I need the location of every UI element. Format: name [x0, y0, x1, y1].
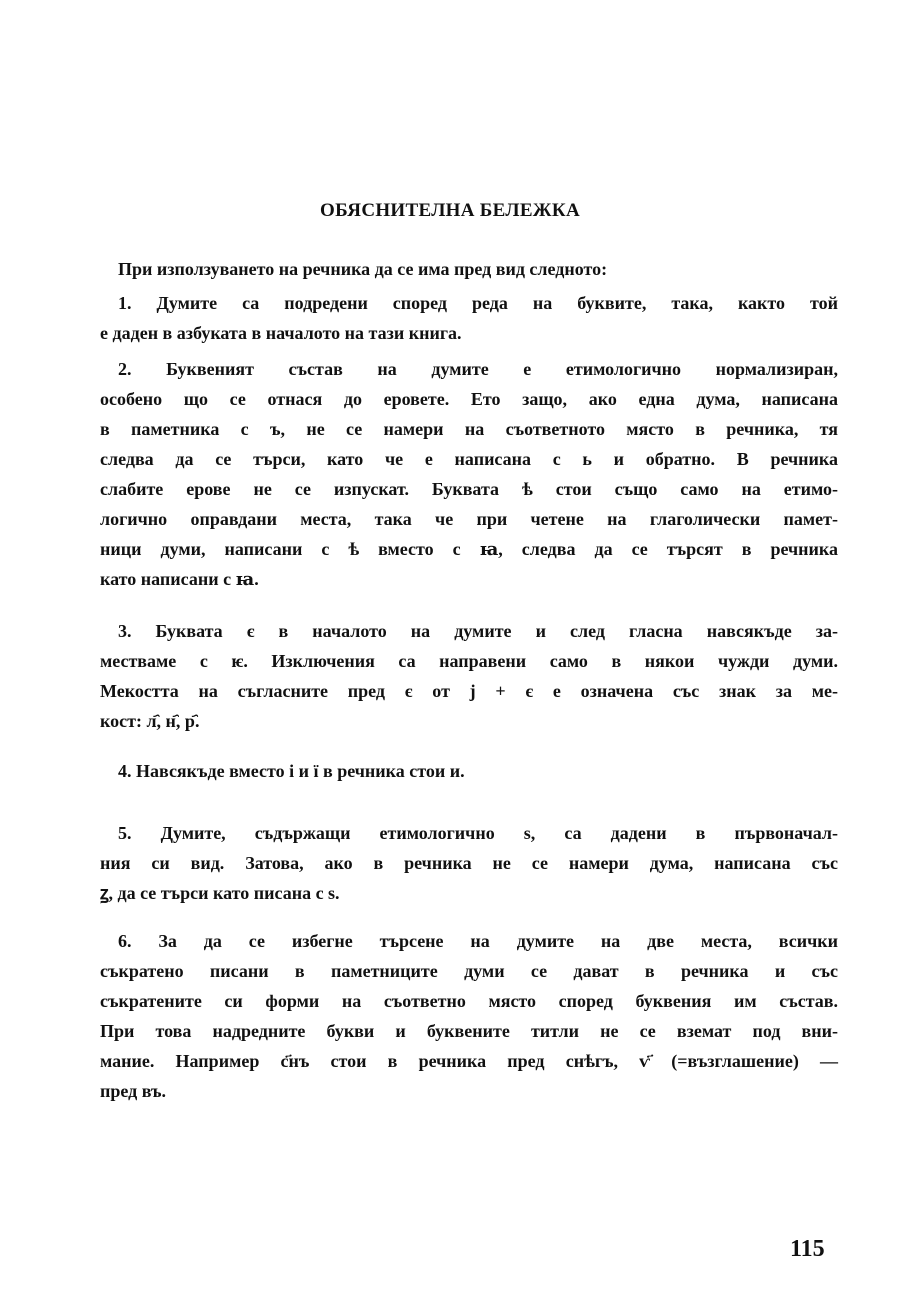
text-line: Мекостта на съгласните пред є от ј + є е означена със знак за ме-	[100, 681, 838, 701]
text-line: ници думи, написани с ѣ вместо с ꙗ, следва да се търсят в речника	[100, 539, 838, 559]
text-line: При използуването на речника да се има пред вид следното:	[118, 259, 608, 279]
text-line: 3. Буквата є в началото на думите и след гласна навсякъде за-	[118, 621, 838, 641]
paragraph-5	[100, 818, 838, 908]
paragraph-2	[100, 354, 838, 594]
text-line: При това надредните букви и буквените титли не се вземат под вни-	[100, 1021, 838, 1041]
text-line: пред въ.	[100, 1081, 167, 1101]
text-line: съкратено писани в паметниците думи се дават в речника и със	[100, 961, 838, 981]
page-number: 115	[790, 1236, 825, 1262]
text-line: 5. Думите, съдържащи етимологично ѕ, са дадени в първоначал-	[118, 823, 838, 843]
page-title: ОБЯСНИТЕЛНА БЕЛЕЖКА	[319, 200, 580, 221]
text-line: 2. Буквеният състав на думите е етимологично нормализиран,	[118, 359, 838, 379]
paragraph-intro	[100, 254, 838, 284]
text-line: кост: л҄, н҄, р҄.	[100, 711, 200, 731]
paragraph-6	[100, 926, 838, 1106]
text-line: в паметника с ъ, не се намери на съответното място в речника, тя	[100, 419, 838, 439]
text-line: ния си вид. Затова, ако в речника не се намери дума, написана със	[100, 853, 838, 873]
text-line: особено що се отнася до еровете. Ето защо, ако една дума, написана	[100, 389, 838, 409]
paragraph-4	[100, 756, 838, 786]
text-line: ꙁ, да се търси като писана с ѕ.	[100, 883, 340, 903]
paragraph-1	[100, 288, 838, 348]
text-line: 4. Навсякъде вместо і и ї в речника стои и.	[118, 761, 465, 781]
text-line: следва да се търси, като че е написана с ь и обратно. В речника	[100, 449, 838, 469]
text-line: местваме с ѥ. Изключения са направени само в някои чужди думи.	[100, 651, 838, 671]
text-line: 1. Думите са подредени според реда на буквите, така, както той	[118, 293, 838, 313]
text-line: слабите ерове не се изпускат. Буквата ѣ стои също само на етимо-	[100, 479, 838, 499]
text-line: е даден в азбуката в началото на тази книга.	[100, 323, 462, 343]
text-line: като написани с ꙗ.	[100, 569, 259, 589]
text-line: 6. За да се избегне търсене на думите на две места, всички	[118, 931, 838, 951]
text-line: мание. Например с҃нъ стои в речника пред снѣгъ, ѵ҃ (=възглашение) —	[100, 1051, 838, 1071]
paragraph-3	[100, 616, 838, 736]
text-line: логично оправдани места, така че при четене на глаголически памет-	[100, 509, 838, 529]
text-line: съкратените си форми на съответно място според буквения им състав.	[100, 991, 838, 1011]
